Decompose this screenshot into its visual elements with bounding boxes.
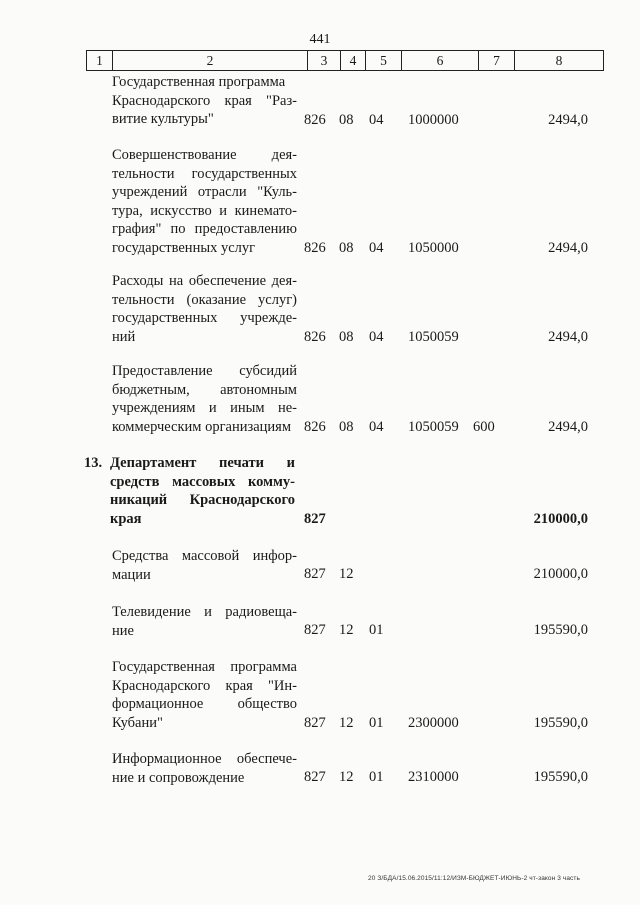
row-description: Совершенствование дея- тельности государственных учреждений отрасли "Куль- тура, искусство и кинемато- графия" по предоставлению государственных услуг xyxy=(112,147,297,256)
cell-ministry-code: 826 xyxy=(304,328,326,345)
table-row xyxy=(0,750,640,786)
column-header-4: 4 xyxy=(341,51,366,71)
cell-subsection: 04 xyxy=(369,328,384,345)
cell-amount: 210000,0 xyxy=(533,510,588,527)
table-row xyxy=(0,603,640,639)
column-header-1: 1 xyxy=(87,51,113,71)
section-number: 13. xyxy=(84,455,103,471)
cell-amount: 195590,0 xyxy=(533,714,588,731)
cell-amount: 195590,0 xyxy=(533,621,588,638)
cell-ministry-code: 826 xyxy=(304,239,326,256)
cell-subsection: 01 xyxy=(369,714,384,731)
cell-ministry-code: 826 xyxy=(304,418,326,435)
cell-amount: 2494,0 xyxy=(548,328,588,345)
cell-ministry-code: 827 xyxy=(304,621,326,638)
cell-section: 12 xyxy=(339,621,354,638)
column-header-table xyxy=(86,50,604,71)
cell-expense-type: 600 xyxy=(473,418,495,435)
cell-amount: 195590,0 xyxy=(533,768,588,785)
column-header-3: 3 xyxy=(308,51,341,71)
department-title: Департамент печати и средств массовых комму- никаций Краснодарского края xyxy=(110,455,295,527)
table-row xyxy=(0,362,640,436)
cell-section: 08 xyxy=(339,328,354,345)
column-header-7: 7 xyxy=(479,51,515,71)
cell-amount: 210000,0 xyxy=(533,565,588,582)
cell-subsection: 04 xyxy=(369,111,384,128)
table-row xyxy=(0,547,640,583)
table-row xyxy=(0,272,640,346)
row-description: Средства массовой инфор- мации xyxy=(112,548,297,583)
cell-target-article: 1000000 xyxy=(408,111,459,128)
cell-ministry-code: 827 xyxy=(304,714,326,731)
cell-target-article: 2300000 xyxy=(408,714,459,731)
cell-target-article: 2310000 xyxy=(408,768,459,785)
row-description: Государственная программа Краснодарского края "Раз- витие культуры" xyxy=(112,74,297,127)
row-description: Расходы на обеспечение дея- тельности (оказание услуг) государственных учрежде- ний xyxy=(112,273,297,345)
cell-subsection: 04 xyxy=(369,418,384,435)
cell-ministry-code: 827 xyxy=(304,510,326,527)
row-description: Предоставление субсидий бюджетным, автономным учреждениям и иным не- коммерческим организациям xyxy=(112,363,297,435)
table-row xyxy=(0,73,640,129)
cell-section: 08 xyxy=(339,111,354,128)
cell-section: 12 xyxy=(339,565,354,582)
column-header-8: 8 xyxy=(515,51,604,71)
column-header-6: 6 xyxy=(402,51,479,71)
cell-subsection: 01 xyxy=(369,621,384,638)
cell-subsection: 04 xyxy=(369,239,384,256)
cell-section: 08 xyxy=(339,239,354,256)
department-row xyxy=(0,454,640,528)
cell-section: 12 xyxy=(339,768,354,785)
page-number: 441 xyxy=(309,32,331,47)
cell-ministry-code: 827 xyxy=(304,565,326,582)
cell-subsection: 01 xyxy=(369,768,384,785)
column-header-5: 5 xyxy=(366,51,402,71)
cell-amount: 2494,0 xyxy=(548,418,588,435)
cell-target-article: 1050059 xyxy=(408,328,459,345)
column-header-2: 2 xyxy=(113,51,308,71)
row-description: Телевидение и радиовеща- ние xyxy=(112,604,297,639)
table-row xyxy=(0,146,640,257)
row-description: Информационное обеспече- ние и сопровождение xyxy=(112,751,297,786)
cell-section: 08 xyxy=(339,418,354,435)
table-row xyxy=(0,658,640,732)
footer-file-stamp: 20 З/БДА/15.06.2015/11:12/ИЗМ-БЮДЖЕТ-ИЮНЬ-2 чт-закон 3 часть xyxy=(368,875,580,882)
cell-target-article: 1050000 xyxy=(408,239,459,256)
row-description: Государственная программа Краснодарского края "Ин- формационное общество Кубани" xyxy=(112,659,297,731)
cell-amount: 2494,0 xyxy=(548,239,588,256)
cell-target-article: 1050059 xyxy=(408,418,459,435)
cell-ministry-code: 827 xyxy=(304,768,326,785)
cell-ministry-code: 826 xyxy=(304,111,326,128)
cell-section: 12 xyxy=(339,714,354,731)
cell-amount: 2494,0 xyxy=(548,111,588,128)
